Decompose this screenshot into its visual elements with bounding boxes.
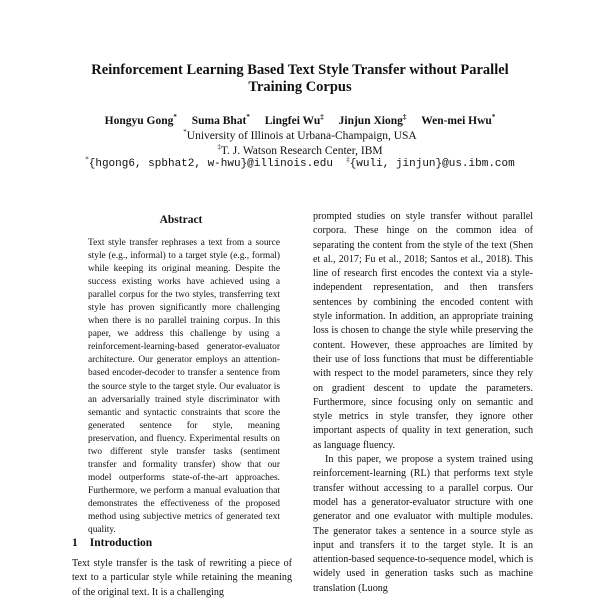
paper-title-line1: Reinforcement Learning Based Text Style Transfer without Parallel bbox=[91, 62, 509, 78]
author: Lingfei Wu‡ bbox=[264, 113, 324, 127]
right-column-paragraph-2: In this paper, we propose a system trained using reinforcement-learning (RL) that performs text style transfer without accessing to a parallel corpus. Our model has a generator-evaluator structure with one generator and one evaluator with multiple modules. The generator takes a sentence in a source style as input and transfers it to the target style. It is an attention-based sequence-to-sequence model, which is widely used in generation tasks such as machine translation (Luong bbox=[313, 454, 533, 594]
right-column-paragraph-1: prompted studies on style transfer without parallel corpora. These hinge on the common idea of separating the content from the style of the text (Shen et al., 2017; Fu et al., 2018; Santos et al., 2018). This line of research first encodes the context via a style-independent representation, and then transfers sentences by combining the encoded content with style information. In addition, an appropriate training loss is chosen to change the style while preserving the content. However, these approaches are limited by their use of loss functions that must be differentiable with respect to the model parameters, since they rely on gradient descent to update the parameters. Furthermore, since focusing only on semantic and style metrics in style transfer, they ignore other important aspects of quality in text generation, such as language fluency. bbox=[313, 211, 533, 451]
introduction-paragraph: Text style transfer is the task of rewriting a piece of text to a particular style while retaining the meaning of the original text. It is a challenging bbox=[72, 558, 292, 598]
affiliation-uiuc: *University of Illinois at Urbana-Champaign, USA bbox=[183, 128, 417, 142]
email-group-illinois: {hgong6, spbhat2, w-hwu}@illinois.edu bbox=[88, 158, 333, 170]
author: Hongyu Gong* bbox=[104, 113, 177, 127]
author: Suma Bhat* bbox=[191, 113, 250, 127]
right-column bbox=[313, 210, 533, 596]
paper-title bbox=[60, 62, 540, 96]
affiliation-ibm: ‡T. J. Watson Research Center, IBM bbox=[217, 143, 383, 157]
author: Wen-mei Hwu* bbox=[421, 113, 496, 127]
email-group-ibm: {wuli, jinjun}@us.ibm.com bbox=[349, 158, 515, 170]
author-emails: *{hgong6, spbhat2, w-hwu}@illinois.edu ‡{wuli, jinjun}@us.ibm.com bbox=[85, 155, 515, 170]
section-heading-introduction bbox=[72, 537, 152, 549]
abstract-heading: Abstract bbox=[159, 214, 203, 226]
abstract-text: Text style transfer rephrases a text from a source style (e.g., informal) to a target style (e.g., formal) while keeping its original meaning. Despite the success existing works have achieved using a parallel corpus for the two styles, transferring text style has proven significantly more challenging when there is no parallel training corpus. In this paper, we address this challenge by using a reinforcement-learning-based generator-evaluator architecture. Our generator employs an attention-based encoder-decoder to transfer a sentence from the source style to the target style. Our evaluator is an adversarially trained style discriminator with semantic and syntactic constraints that score the generated sentence for style, meaning preservation, and fluency. Experimental results on two different style transfer tasks (sentiment transfer and formality transfer) show that our model outperforms state-of-the-art approaches. Furthermore, we perform a manual evaluation that demonstrates the effectiveness of the proposed method using subjective metrics of generated text quality. bbox=[88, 238, 280, 536]
section-title: Introduction bbox=[89, 537, 153, 549]
author-list bbox=[40, 114, 560, 128]
paper-title-line2: Training Corpus bbox=[248, 79, 352, 95]
author: Jinjun Xiong‡ bbox=[338, 113, 407, 127]
section-number: 1 bbox=[72, 537, 78, 549]
